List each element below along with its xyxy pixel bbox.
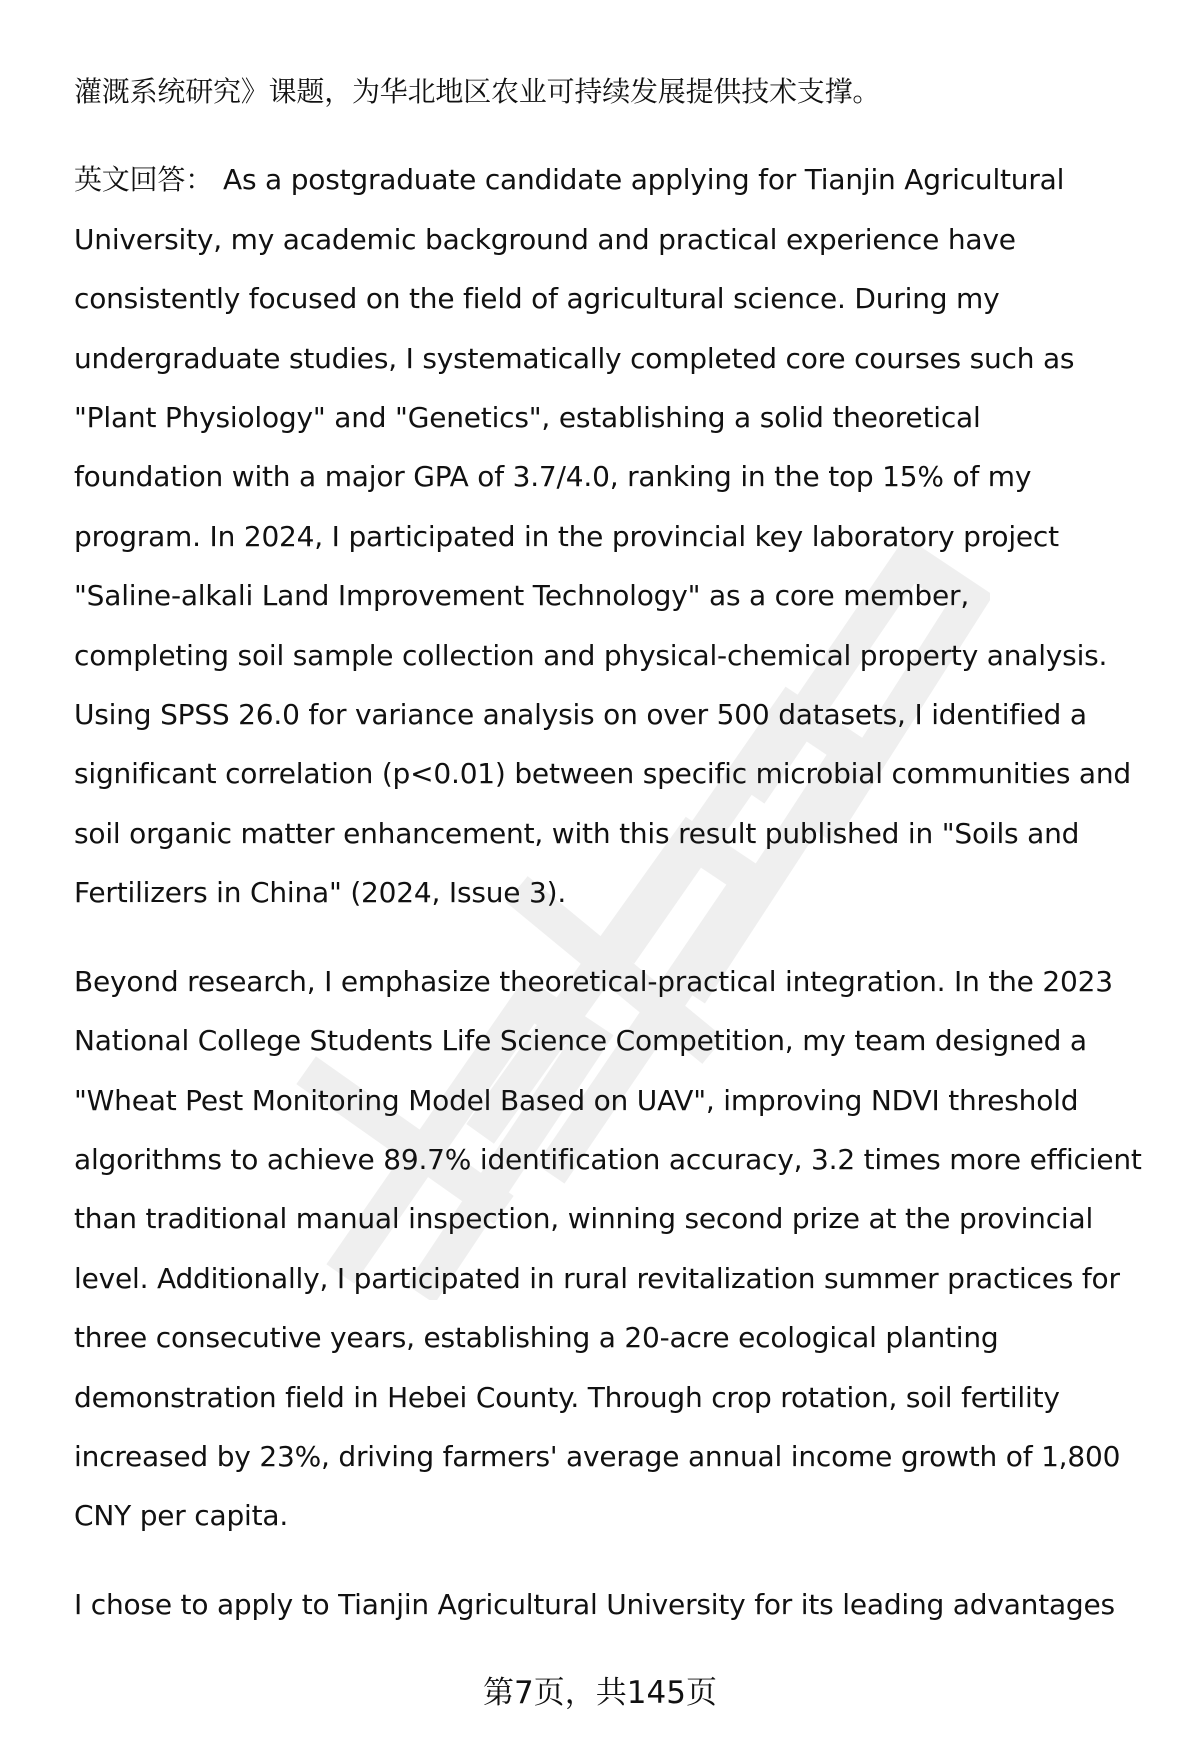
text-line: significant correlation (p<0.01) between specific microbial communities and — [74, 757, 1131, 791]
text-line: demonstration field in Hebei County. Through crop rotation, soil fertility — [74, 1380, 1060, 1414]
text-line: algorithms to achieve 89.7% identification accuracy, 3.2 times more efficient — [74, 1142, 1142, 1176]
document-body — [74, 62, 1164, 1663]
text-line: soil organic matter enhancement, with this result published in "Soils and — [74, 816, 1080, 850]
text-line: increased by 23%, driving farmers' average annual income growth of 1,800 — [74, 1439, 1121, 1473]
text-line: CNY per capita. — [74, 1499, 289, 1533]
text-line: "Saline-alkali Land Improvement Technology" as a core member, — [74, 579, 970, 613]
answer-paragraph-1 — [74, 150, 1164, 922]
text-line: 英文回答： As a postgraduate candidate applying for Tianjin Agricultural — [74, 163, 1065, 197]
answer-paragraph-3 — [74, 1575, 1164, 1634]
text-line: consistently focused on the field of agricultural science. During my — [74, 282, 1000, 316]
text-line: foundation with a major GPA of 3.7/4.0, ranking in the top 15% of my — [74, 460, 1032, 494]
text-line: Using SPSS 26.0 for variance analysis on over 500 datasets, I identified a — [74, 698, 1087, 732]
text-line: three consecutive years, establishing a 20-acre ecological planting — [74, 1321, 999, 1355]
text-line: I chose to apply to Tianjin Agricultural University for its leading advantages — [74, 1587, 1115, 1621]
answer-label: 英文回答： — [74, 163, 214, 197]
text-line: level. Additionally, I participated in rural revitalization summer practices for — [74, 1261, 1120, 1295]
text-line: undergraduate studies, I systematically completed core courses such as — [74, 341, 1075, 375]
text-line: than traditional manual inspection, winning second prize at the provincial — [74, 1202, 1094, 1236]
page-number: 第7页，共145页 — [483, 1675, 717, 1711]
text-line: Beyond research, I emphasize theoretical-practical integration. In the 2023 — [74, 964, 1113, 998]
text-line: program. In 2024, I participated in the provincial key laboratory project — [74, 519, 1059, 553]
text-line: "Plant Physiology" and "Genetics", establishing a solid theoretical — [74, 401, 981, 435]
text-line: completing soil sample collection and physical-chemical property analysis. — [74, 638, 1108, 672]
answer-paragraph-2 — [74, 952, 1164, 1546]
text-line: University, my academic background and practical experience have — [74, 222, 1016, 256]
continuation-paragraph — [74, 62, 1164, 121]
text-line: National College Students Life Science Competition, my team designed a — [74, 1024, 1087, 1058]
text-line: Fertilizers in China" (2024, Issue 3). — [74, 876, 567, 910]
text-line: "Wheat Pest Monitoring Model Based on UAV", improving NDVI threshold — [74, 1083, 1079, 1117]
text-line: 灌溉系统研究》课题，为华北地区农业可持续发展提供技术支撑。 — [74, 75, 881, 108]
